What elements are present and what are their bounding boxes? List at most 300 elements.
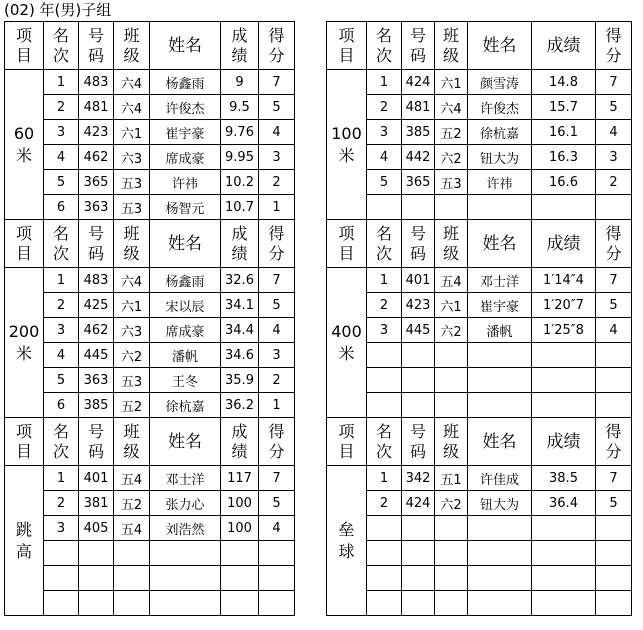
header-class[interactable] bbox=[114, 220, 150, 268]
rank-cell[interactable] bbox=[367, 566, 402, 591]
points-cell[interactable]: 7 bbox=[596, 70, 632, 95]
rank-cell[interactable] bbox=[367, 393, 402, 418]
name-cell[interactable]: 王冬 bbox=[150, 368, 221, 393]
points-cell[interactable]: 2 bbox=[259, 368, 295, 393]
rank-cell[interactable]: 5 bbox=[367, 170, 402, 195]
cell-text: 目 bbox=[15, 441, 32, 461]
cell-text: 级 bbox=[123, 441, 140, 461]
score-cell[interactable]: 16.3 bbox=[532, 145, 596, 170]
points-cell[interactable]: 7 bbox=[259, 268, 295, 293]
points-cell[interactable]: 2 bbox=[596, 170, 632, 195]
class-cell[interactable]: 六3 bbox=[114, 145, 150, 170]
header-class[interactable] bbox=[435, 22, 468, 70]
score-cell[interactable]: 34.1 bbox=[221, 293, 259, 318]
table-row bbox=[327, 268, 632, 293]
cell-text: 次 bbox=[52, 441, 69, 461]
points-cell[interactable]: 4 bbox=[259, 318, 295, 343]
rank-cell[interactable]: 3 bbox=[44, 318, 79, 343]
cell-text: 目 bbox=[338, 441, 355, 461]
table-row bbox=[5, 541, 295, 566]
rank-cell[interactable] bbox=[367, 516, 402, 541]
class-cell[interactable] bbox=[435, 393, 468, 418]
score-cell[interactable]: 100 bbox=[221, 516, 259, 541]
rank-cell[interactable]: 1 bbox=[44, 466, 79, 491]
number-cell[interactable] bbox=[79, 566, 114, 591]
points-cell[interactable]: 5 bbox=[259, 293, 295, 318]
rank-cell[interactable]: 1 bbox=[44, 268, 79, 293]
cell-text: 名 bbox=[52, 223, 69, 243]
class-cell[interactable]: 六3 bbox=[114, 318, 150, 343]
rank-cell[interactable] bbox=[44, 566, 79, 591]
name-cell[interactable]: 徐杭嘉 bbox=[150, 393, 221, 418]
results-table-right bbox=[326, 21, 632, 616]
number-cell[interactable]: 363 bbox=[79, 195, 114, 220]
points-cell[interactable]: 5 bbox=[596, 293, 632, 318]
cell-text: 100 bbox=[331, 123, 362, 143]
header-name[interactable]: 姓名 bbox=[468, 418, 532, 466]
number-cell[interactable] bbox=[402, 368, 435, 393]
header-row bbox=[327, 418, 632, 466]
header-class[interactable] bbox=[114, 22, 150, 70]
header-number[interactable] bbox=[79, 22, 114, 70]
number-cell[interactable]: 385 bbox=[402, 120, 435, 145]
number-cell[interactable]: 425 bbox=[79, 293, 114, 318]
name-cell[interactable]: 宋以辰 bbox=[150, 293, 221, 318]
name-cell[interactable]: 钮大为 bbox=[468, 145, 532, 170]
class-cell[interactable]: 五3 bbox=[114, 195, 150, 220]
name-cell[interactable] bbox=[468, 393, 532, 418]
cell-text: 绩 bbox=[231, 441, 248, 461]
number-cell[interactable]: 365 bbox=[402, 170, 435, 195]
header-points[interactable] bbox=[596, 220, 632, 268]
name-cell[interactable]: 席成豪 bbox=[150, 145, 221, 170]
header-rank[interactable] bbox=[367, 22, 402, 70]
header-name[interactable]: 姓名 bbox=[150, 220, 221, 268]
name-cell[interactable]: 潘帆 bbox=[150, 343, 221, 368]
name-cell[interactable]: 刘浩然 bbox=[150, 516, 221, 541]
score-cell[interactable]: 14.8 bbox=[532, 70, 596, 95]
header-class[interactable] bbox=[435, 220, 468, 268]
header-class[interactable] bbox=[435, 418, 468, 466]
cell-text: 码 bbox=[409, 441, 426, 461]
class-cell[interactable] bbox=[435, 516, 468, 541]
header-score[interactable]: 成绩 bbox=[532, 220, 596, 268]
header-score[interactable]: 成绩 bbox=[532, 22, 596, 70]
event-label[interactable] bbox=[5, 70, 44, 220]
name-cell[interactable]: 杨鑫雨 bbox=[150, 70, 221, 95]
name-cell[interactable]: 潘帆 bbox=[468, 318, 532, 343]
points-cell[interactable] bbox=[596, 516, 632, 541]
score-cell[interactable]: 10.2 bbox=[221, 170, 259, 195]
name-cell[interactable]: 许祎 bbox=[468, 170, 532, 195]
score-cell[interactable]: 10.7 bbox=[221, 195, 259, 220]
header-rank[interactable] bbox=[367, 418, 402, 466]
number-cell[interactable]: 462 bbox=[79, 145, 114, 170]
header-name[interactable]: 姓名 bbox=[468, 220, 532, 268]
rank-cell[interactable]: 2 bbox=[44, 95, 79, 120]
event-label[interactable] bbox=[327, 268, 367, 418]
header-item[interactable] bbox=[5, 418, 44, 466]
name-cell[interactable]: 杨鑫雨 bbox=[150, 268, 221, 293]
score-cell[interactable]: 9.5 bbox=[221, 95, 259, 120]
number-cell[interactable] bbox=[79, 591, 114, 616]
number-cell[interactable]: 483 bbox=[79, 70, 114, 95]
score-cell[interactable]: 1′14″4 bbox=[532, 268, 596, 293]
class-cell[interactable]: 六4 bbox=[435, 95, 468, 120]
table-row bbox=[327, 393, 632, 418]
number-cell[interactable]: 483 bbox=[79, 268, 114, 293]
number-cell[interactable]: 481 bbox=[402, 95, 435, 120]
points-cell[interactable]: 5 bbox=[596, 491, 632, 516]
number-cell[interactable] bbox=[79, 541, 114, 566]
header-number[interactable] bbox=[402, 22, 435, 70]
table-row bbox=[327, 343, 632, 368]
name-cell[interactable]: 钮大为 bbox=[468, 491, 532, 516]
header-item[interactable] bbox=[327, 220, 367, 268]
header-item[interactable] bbox=[327, 22, 367, 70]
header-points[interactable] bbox=[259, 418, 295, 466]
class-cell[interactable] bbox=[435, 566, 468, 591]
score-cell[interactable]: 34.6 bbox=[221, 343, 259, 368]
number-cell[interactable]: 381 bbox=[79, 491, 114, 516]
score-cell[interactable] bbox=[532, 195, 596, 220]
points-cell[interactable]: 7 bbox=[259, 466, 295, 491]
number-cell[interactable]: 445 bbox=[79, 343, 114, 368]
table-row bbox=[5, 195, 295, 220]
cell-text: 码 bbox=[87, 243, 104, 263]
rank-cell[interactable]: 3 bbox=[44, 516, 79, 541]
score-cell[interactable]: 16.6 bbox=[532, 170, 596, 195]
header-number[interactable] bbox=[402, 418, 435, 466]
number-cell[interactable] bbox=[402, 343, 435, 368]
header-score[interactable]: 成绩 bbox=[532, 418, 596, 466]
rank-cell[interactable]: 6 bbox=[44, 393, 79, 418]
rank-cell[interactable]: 6 bbox=[44, 195, 79, 220]
points-cell[interactable]: 4 bbox=[259, 120, 295, 145]
rank-cell[interactable]: 1 bbox=[367, 70, 402, 95]
name-cell[interactable] bbox=[468, 343, 532, 368]
name-cell[interactable]: 崔宇豪 bbox=[150, 120, 221, 145]
class-cell[interactable]: 六1 bbox=[114, 120, 150, 145]
number-cell[interactable]: 424 bbox=[402, 70, 435, 95]
rank-cell[interactable]: 4 bbox=[44, 145, 79, 170]
class-cell[interactable]: 六1 bbox=[435, 70, 468, 95]
score-cell[interactable]: 16.1 bbox=[532, 120, 596, 145]
table-row bbox=[327, 145, 632, 170]
class-cell[interactable]: 五2 bbox=[114, 393, 150, 418]
number-cell[interactable] bbox=[402, 541, 435, 566]
table-row bbox=[5, 393, 295, 418]
class-cell[interactable]: 六4 bbox=[114, 95, 150, 120]
header-score[interactable] bbox=[221, 418, 259, 466]
rank-cell[interactable] bbox=[367, 591, 402, 616]
number-cell[interactable]: 423 bbox=[79, 120, 114, 145]
points-cell[interactable] bbox=[596, 566, 632, 591]
points-cell[interactable]: 3 bbox=[259, 145, 295, 170]
cell-text: 绩 bbox=[231, 45, 248, 65]
points-cell[interactable] bbox=[259, 541, 295, 566]
points-cell[interactable] bbox=[596, 541, 632, 566]
header-score[interactable] bbox=[221, 22, 259, 70]
name-cell[interactable] bbox=[468, 541, 532, 566]
name-cell[interactable]: 杨智元 bbox=[150, 195, 221, 220]
class-cell[interactable]: 六1 bbox=[114, 293, 150, 318]
points-cell[interactable] bbox=[259, 566, 295, 591]
class-cell[interactable]: 五4 bbox=[114, 516, 150, 541]
class-cell[interactable]: 五2 bbox=[435, 120, 468, 145]
score-cell[interactable]: 35.9 bbox=[221, 368, 259, 393]
header-name[interactable]: 姓名 bbox=[150, 22, 221, 70]
number-cell[interactable]: 363 bbox=[79, 368, 114, 393]
header-rank[interactable] bbox=[367, 220, 402, 268]
header-rank[interactable] bbox=[44, 418, 79, 466]
name-cell[interactable]: 许祎 bbox=[150, 170, 221, 195]
rank-cell[interactable]: 5 bbox=[44, 170, 79, 195]
name-cell[interactable] bbox=[150, 591, 221, 616]
score-cell[interactable] bbox=[532, 541, 596, 566]
event-label[interactable] bbox=[327, 70, 367, 220]
event-label[interactable] bbox=[5, 268, 44, 418]
score-cell[interactable]: 1′20″7 bbox=[532, 293, 596, 318]
points-cell[interactable] bbox=[596, 343, 632, 368]
points-cell[interactable] bbox=[596, 591, 632, 616]
rank-cell[interactable]: 1 bbox=[44, 70, 79, 95]
header-rank[interactable] bbox=[44, 22, 79, 70]
score-cell[interactable] bbox=[221, 566, 259, 591]
points-cell[interactable]: 7 bbox=[596, 466, 632, 491]
class-cell[interactable]: 五2 bbox=[114, 491, 150, 516]
name-cell[interactable]: 许俊杰 bbox=[150, 95, 221, 120]
rank-cell[interactable]: 2 bbox=[367, 491, 402, 516]
number-cell[interactable] bbox=[402, 195, 435, 220]
class-cell[interactable] bbox=[114, 566, 150, 591]
class-cell[interactable]: 六2 bbox=[435, 318, 468, 343]
rank-cell[interactable] bbox=[44, 591, 79, 616]
score-cell[interactable]: 36.4 bbox=[532, 491, 596, 516]
class-cell[interactable] bbox=[114, 541, 150, 566]
score-cell[interactable] bbox=[221, 541, 259, 566]
name-cell[interactable] bbox=[468, 591, 532, 616]
score-cell[interactable]: 9.95 bbox=[221, 145, 259, 170]
score-cell[interactable]: 36.2 bbox=[221, 393, 259, 418]
rank-cell[interactable]: 3 bbox=[44, 120, 79, 145]
number-cell[interactable]: 342 bbox=[402, 466, 435, 491]
header-number[interactable] bbox=[79, 220, 114, 268]
name-cell[interactable] bbox=[150, 541, 221, 566]
rank-cell[interactable]: 5 bbox=[44, 368, 79, 393]
table-row bbox=[327, 95, 632, 120]
number-cell[interactable] bbox=[402, 591, 435, 616]
name-cell[interactable]: 张力心 bbox=[150, 491, 221, 516]
number-cell[interactable]: 424 bbox=[402, 491, 435, 516]
name-cell[interactable] bbox=[150, 566, 221, 591]
class-cell[interactable]: 六4 bbox=[114, 268, 150, 293]
score-cell[interactable] bbox=[532, 566, 596, 591]
points-cell[interactable]: 4 bbox=[596, 318, 632, 343]
number-cell[interactable]: 442 bbox=[402, 145, 435, 170]
number-cell[interactable]: 365 bbox=[79, 170, 114, 195]
name-cell[interactable]: 邓士洋 bbox=[150, 466, 221, 491]
header-class[interactable] bbox=[114, 418, 150, 466]
sheet-title: (02) 年(男)子组 bbox=[4, 1, 112, 19]
points-cell[interactable]: 5 bbox=[259, 491, 295, 516]
score-cell[interactable] bbox=[532, 591, 596, 616]
score-cell[interactable]: 1′25″8 bbox=[532, 318, 596, 343]
score-cell[interactable]: 34.4 bbox=[221, 318, 259, 343]
number-cell[interactable]: 423 bbox=[402, 293, 435, 318]
class-cell[interactable] bbox=[114, 591, 150, 616]
header-number[interactable] bbox=[79, 418, 114, 466]
table-row bbox=[327, 491, 632, 516]
points-cell[interactable]: 4 bbox=[596, 120, 632, 145]
points-cell[interactable]: 3 bbox=[259, 343, 295, 368]
points-cell[interactable]: 4 bbox=[259, 516, 295, 541]
class-cell[interactable]: 六2 bbox=[435, 491, 468, 516]
number-cell[interactable]: 445 bbox=[402, 318, 435, 343]
class-cell[interactable]: 五1 bbox=[435, 466, 468, 491]
name-cell[interactable]: 邓士洋 bbox=[468, 268, 532, 293]
header-points[interactable] bbox=[596, 22, 632, 70]
header-points[interactable] bbox=[259, 22, 295, 70]
rank-cell[interactable]: 2 bbox=[44, 491, 79, 516]
cell-text: 绩 bbox=[231, 243, 248, 263]
score-cell[interactable]: 9 bbox=[221, 70, 259, 95]
name-cell[interactable]: 许俊杰 bbox=[468, 95, 532, 120]
points-cell[interactable]: 5 bbox=[259, 95, 295, 120]
class-cell[interactable] bbox=[435, 343, 468, 368]
cell-text: 项 bbox=[15, 25, 32, 45]
name-cell[interactable]: 席成豪 bbox=[150, 318, 221, 343]
event-label[interactable] bbox=[5, 466, 44, 616]
number-cell[interactable]: 385 bbox=[79, 393, 114, 418]
class-cell[interactable]: 五4 bbox=[435, 268, 468, 293]
number-cell[interactable]: 401 bbox=[79, 466, 114, 491]
cell-text: 次 bbox=[375, 243, 392, 263]
class-cell[interactable]: 六4 bbox=[114, 70, 150, 95]
header-score[interactable] bbox=[221, 220, 259, 268]
cell-text: 码 bbox=[409, 45, 426, 65]
rank-cell[interactable]: 4 bbox=[367, 145, 402, 170]
header-name[interactable]: 姓名 bbox=[468, 22, 532, 70]
header-points[interactable] bbox=[259, 220, 295, 268]
class-cell[interactable]: 五4 bbox=[114, 466, 150, 491]
header-number[interactable] bbox=[402, 220, 435, 268]
rank-cell[interactable]: 2 bbox=[44, 293, 79, 318]
table-row bbox=[5, 95, 295, 120]
points-cell[interactable] bbox=[596, 368, 632, 393]
name-cell[interactable] bbox=[468, 516, 532, 541]
class-cell[interactable]: 六2 bbox=[435, 145, 468, 170]
cell-text: 号 bbox=[409, 25, 426, 45]
table-row bbox=[5, 343, 295, 368]
points-cell[interactable]: 1 bbox=[259, 393, 295, 418]
score-cell[interactable] bbox=[532, 516, 596, 541]
name-cell[interactable]: 许佳成 bbox=[468, 466, 532, 491]
class-cell[interactable]: 六2 bbox=[114, 343, 150, 368]
rank-cell[interactable] bbox=[367, 541, 402, 566]
class-cell[interactable] bbox=[435, 591, 468, 616]
score-cell[interactable] bbox=[532, 393, 596, 418]
header-row bbox=[327, 220, 632, 268]
number-cell[interactable]: 405 bbox=[79, 516, 114, 541]
score-cell[interactable]: 9.76 bbox=[221, 120, 259, 145]
score-cell[interactable]: 15.7 bbox=[532, 95, 596, 120]
class-cell[interactable]: 六1 bbox=[435, 293, 468, 318]
name-cell[interactable]: 颜雪涛 bbox=[468, 70, 532, 95]
rank-cell[interactable]: 1 bbox=[367, 466, 402, 491]
cell-text: 号 bbox=[87, 421, 104, 441]
score-cell[interactable] bbox=[532, 368, 596, 393]
class-cell[interactable]: 五3 bbox=[114, 170, 150, 195]
rank-cell[interactable] bbox=[367, 195, 402, 220]
score-cell[interactable]: 32.6 bbox=[221, 268, 259, 293]
class-cell[interactable] bbox=[435, 541, 468, 566]
name-cell[interactable] bbox=[468, 368, 532, 393]
score-cell[interactable]: 38.5 bbox=[532, 466, 596, 491]
score-cell[interactable] bbox=[532, 343, 596, 368]
points-cell[interactable] bbox=[259, 591, 295, 616]
number-cell[interactable] bbox=[402, 566, 435, 591]
number-cell[interactable] bbox=[402, 516, 435, 541]
cell-text: 目 bbox=[15, 45, 32, 65]
points-cell[interactable] bbox=[596, 195, 632, 220]
class-cell[interactable]: 五3 bbox=[435, 170, 468, 195]
cell-text: 次 bbox=[52, 243, 69, 263]
event-label[interactable] bbox=[327, 466, 367, 616]
rank-cell[interactable] bbox=[44, 541, 79, 566]
points-cell[interactable]: 5 bbox=[596, 95, 632, 120]
rank-cell[interactable]: 3 bbox=[367, 120, 402, 145]
number-cell[interactable]: 401 bbox=[402, 268, 435, 293]
header-name[interactable]: 姓名 bbox=[150, 418, 221, 466]
rank-cell[interactable]: 4 bbox=[44, 343, 79, 368]
table-row bbox=[5, 318, 295, 343]
name-cell[interactable] bbox=[468, 566, 532, 591]
header-item[interactable] bbox=[5, 220, 44, 268]
points-cell[interactable]: 7 bbox=[596, 268, 632, 293]
cell-text: 级 bbox=[123, 243, 140, 263]
name-cell[interactable]: 徐杭嘉 bbox=[468, 120, 532, 145]
rank-cell[interactable]: 3 bbox=[367, 318, 402, 343]
score-cell[interactable]: 100 bbox=[221, 491, 259, 516]
rank-cell[interactable] bbox=[367, 343, 402, 368]
header-rank[interactable] bbox=[44, 220, 79, 268]
class-cell[interactable] bbox=[435, 368, 468, 393]
points-cell[interactable]: 2 bbox=[259, 170, 295, 195]
class-cell[interactable]: 五3 bbox=[114, 368, 150, 393]
rank-cell[interactable]: 1 bbox=[367, 268, 402, 293]
class-cell[interactable] bbox=[435, 195, 468, 220]
name-cell[interactable]: 崔宇豪 bbox=[468, 293, 532, 318]
header-points[interactable] bbox=[596, 418, 632, 466]
number-cell[interactable] bbox=[402, 393, 435, 418]
number-cell[interactable]: 462 bbox=[79, 318, 114, 343]
name-cell[interactable] bbox=[468, 195, 532, 220]
rank-cell[interactable]: 2 bbox=[367, 95, 402, 120]
header-item[interactable] bbox=[5, 22, 44, 70]
points-cell[interactable] bbox=[596, 393, 632, 418]
points-cell[interactable]: 3 bbox=[596, 145, 632, 170]
rank-cell[interactable]: 2 bbox=[367, 293, 402, 318]
points-cell[interactable]: 1 bbox=[259, 195, 295, 220]
score-cell[interactable]: 117 bbox=[221, 466, 259, 491]
cell-text: 名 bbox=[375, 421, 392, 441]
score-cell[interactable] bbox=[221, 591, 259, 616]
header-item[interactable] bbox=[327, 418, 367, 466]
points-cell[interactable]: 7 bbox=[259, 70, 295, 95]
rank-cell[interactable] bbox=[367, 368, 402, 393]
number-cell[interactable]: 481 bbox=[79, 95, 114, 120]
